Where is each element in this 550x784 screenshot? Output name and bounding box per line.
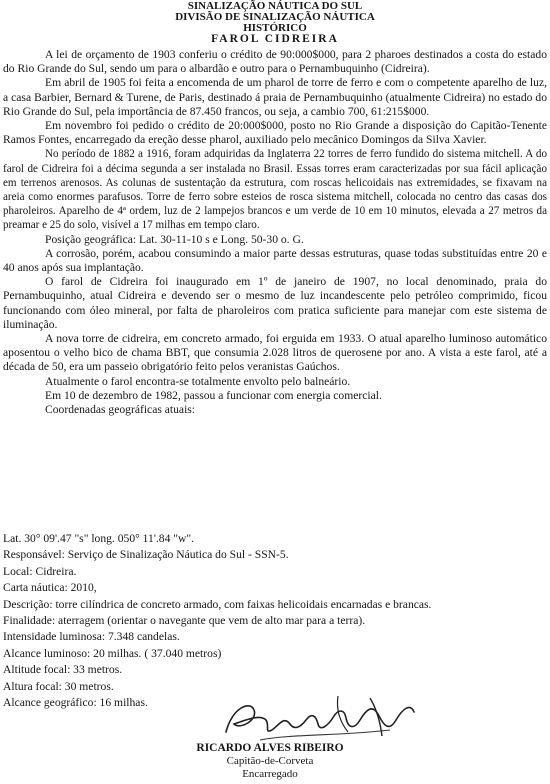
signatory-name: RICARDO ALVES RIBEIRO: [196, 742, 344, 754]
field-location: Local: Cidreira.: [3, 564, 77, 578]
lighthouse-data-list: [3, 531, 547, 711]
signatory-rank: Capitão-de-Corveta: [226, 755, 314, 767]
paragraph: A lei de orçamento de 1903 conferiu o crédito de 90:000$000, para 2 pharoes destinados a costa do estado do Rio Grande do Sul, sendo um para o albardão e outro para o Pernambuquinho (Cidreira).: [3, 48, 547, 76]
paragraph: Em 10 de dezembro de 1982, passou a funcionar com energia comercial.: [45, 388, 382, 402]
paragraph: O farol de Cidreira foi inaugurado em 1º de janeiro de 1907, no local denominado, praia do Pernambuquinho, atual Cidreira e devendo ser o mesmo de luz incandescente pelo petróleo comprimido, ficou funcionando com óleo mineral, por falta de pharoleiros com pratica suficiente para manejar com este sistema de iluminação.: [3, 275, 547, 331]
header-org: SINALIZAÇÃO NÁUTICA DO SUL: [187, 0, 363, 12]
header-section: HISTÓRICO: [243, 22, 307, 34]
header-division: DIVISÃO DE SINALIZAÇÃO NÁUTICA: [175, 11, 375, 23]
field-geographic-range: Alcance geográfico: 16 milhas.: [3, 696, 148, 710]
field-responsible: Responsável: Serviço de Sinalização Náutica do Sul - SSN-5.: [3, 548, 289, 562]
paragraph: Em novembro foi pedido o crédito de 20:000$000, posto no Rio Grande a disposição do Capitão-Tenente Ramos Fontes, encarregado da ereção desse pharol, auxiliado pelo mecânico Domingos da Silva Xavier.: [3, 119, 547, 147]
field-coordinates: Lat. 30° 09'.47 "s" long. 050° 11'.84 "w".: [3, 532, 195, 545]
field-nautical-chart: Carta náutica: 2010,: [3, 581, 97, 595]
paragraph: No período de 1882 a 1916, foram adquiridas da Inglaterra 22 torres de ferro fundido do sistema mitchell. A do farol de Cidreira foi a décima segunda a ser instalada no Brasil. Essas torres eram caracterizadas por sua fácil aplicação em terrenos arenosos. As colunas de sustentação da estrutura, com roscas helicoidais nas extremidades, se fixavam na areia como enormes parafusos. Torre de ferro sobre esteios de rosca sistema mitchell, colocada no centro das casas dos pharoleiros. Aparelho de 4ª ordem, luz de 2 lampejos brancos e um verde de 10 em 10 minutos, elevada a 27 metros da preamar e 25 do solo, visível a 17 milhas em tempo claro.: [3, 148, 547, 232]
handwritten-signature: [220, 690, 420, 750]
signatory-role: Encarregado: [242, 768, 298, 780]
paragraph: Coordenadas geográficas atuais:: [45, 403, 196, 417]
field-intensity: Intensidade luminosa: 7.348 candelas.: [3, 630, 180, 644]
signature-block: [170, 742, 370, 781]
field-description: Descrição: torre cilíndrica de concreto armado, com faixas helicoidais encarnadas e brancas.: [3, 597, 432, 611]
paragraph: Posição geográfica: Lat. 30-11-10 s e Long. 50-30 o. G.: [45, 232, 304, 246]
field-light-range: Alcance luminoso: 20 milhas. ( 37.040 metros): [3, 646, 222, 660]
document-header: [0, 1, 550, 45]
paragraph: A nova torre de cidreira, em concreto armado, foi erguida em 1933. O atual aparelho luminoso automático aposentou o velho bico de chama BBT, que consumia 2.028 litros de querosene por ano. A vista a este farol, até a década de 50, era um passeio obrigatório feito pelos veranistas Gaúchos.: [3, 332, 547, 374]
paragraph: Atualmente o farol encontra-se totalmente envolto pelo balneário.: [45, 374, 351, 388]
paragraph: Em abril de 1905 foi feita a encomenda de um pharol de torre de ferro e com o competente aparelho de luz, a casa Barbier, Bernard & Turene, de Paris, destinado á praia de Pernambuquinho (atualmente Cidreira) no estado do Rio Grande do Sul, pela importância de 87.450 francos, ou seja, a cambio 700, 61:215$000.: [3, 76, 547, 118]
field-purpose: Finalidade: aterragem (orientar o navegante que vem de alto mar para a terra).: [3, 614, 366, 628]
field-focal-height: Altura focal: 30 metros.: [3, 679, 114, 693]
document-title: FAROL CIDREIRA: [211, 33, 339, 45]
field-focal-altitude: Altitude focal: 33 metros.: [3, 663, 123, 677]
document-body: [3, 48, 547, 417]
paragraph: A corrosão, porém, acabou consumindo a maior parte dessas estruturas, quase todas substituídas entre 20 e 40 anos após sua implantação.: [3, 246, 547, 275]
